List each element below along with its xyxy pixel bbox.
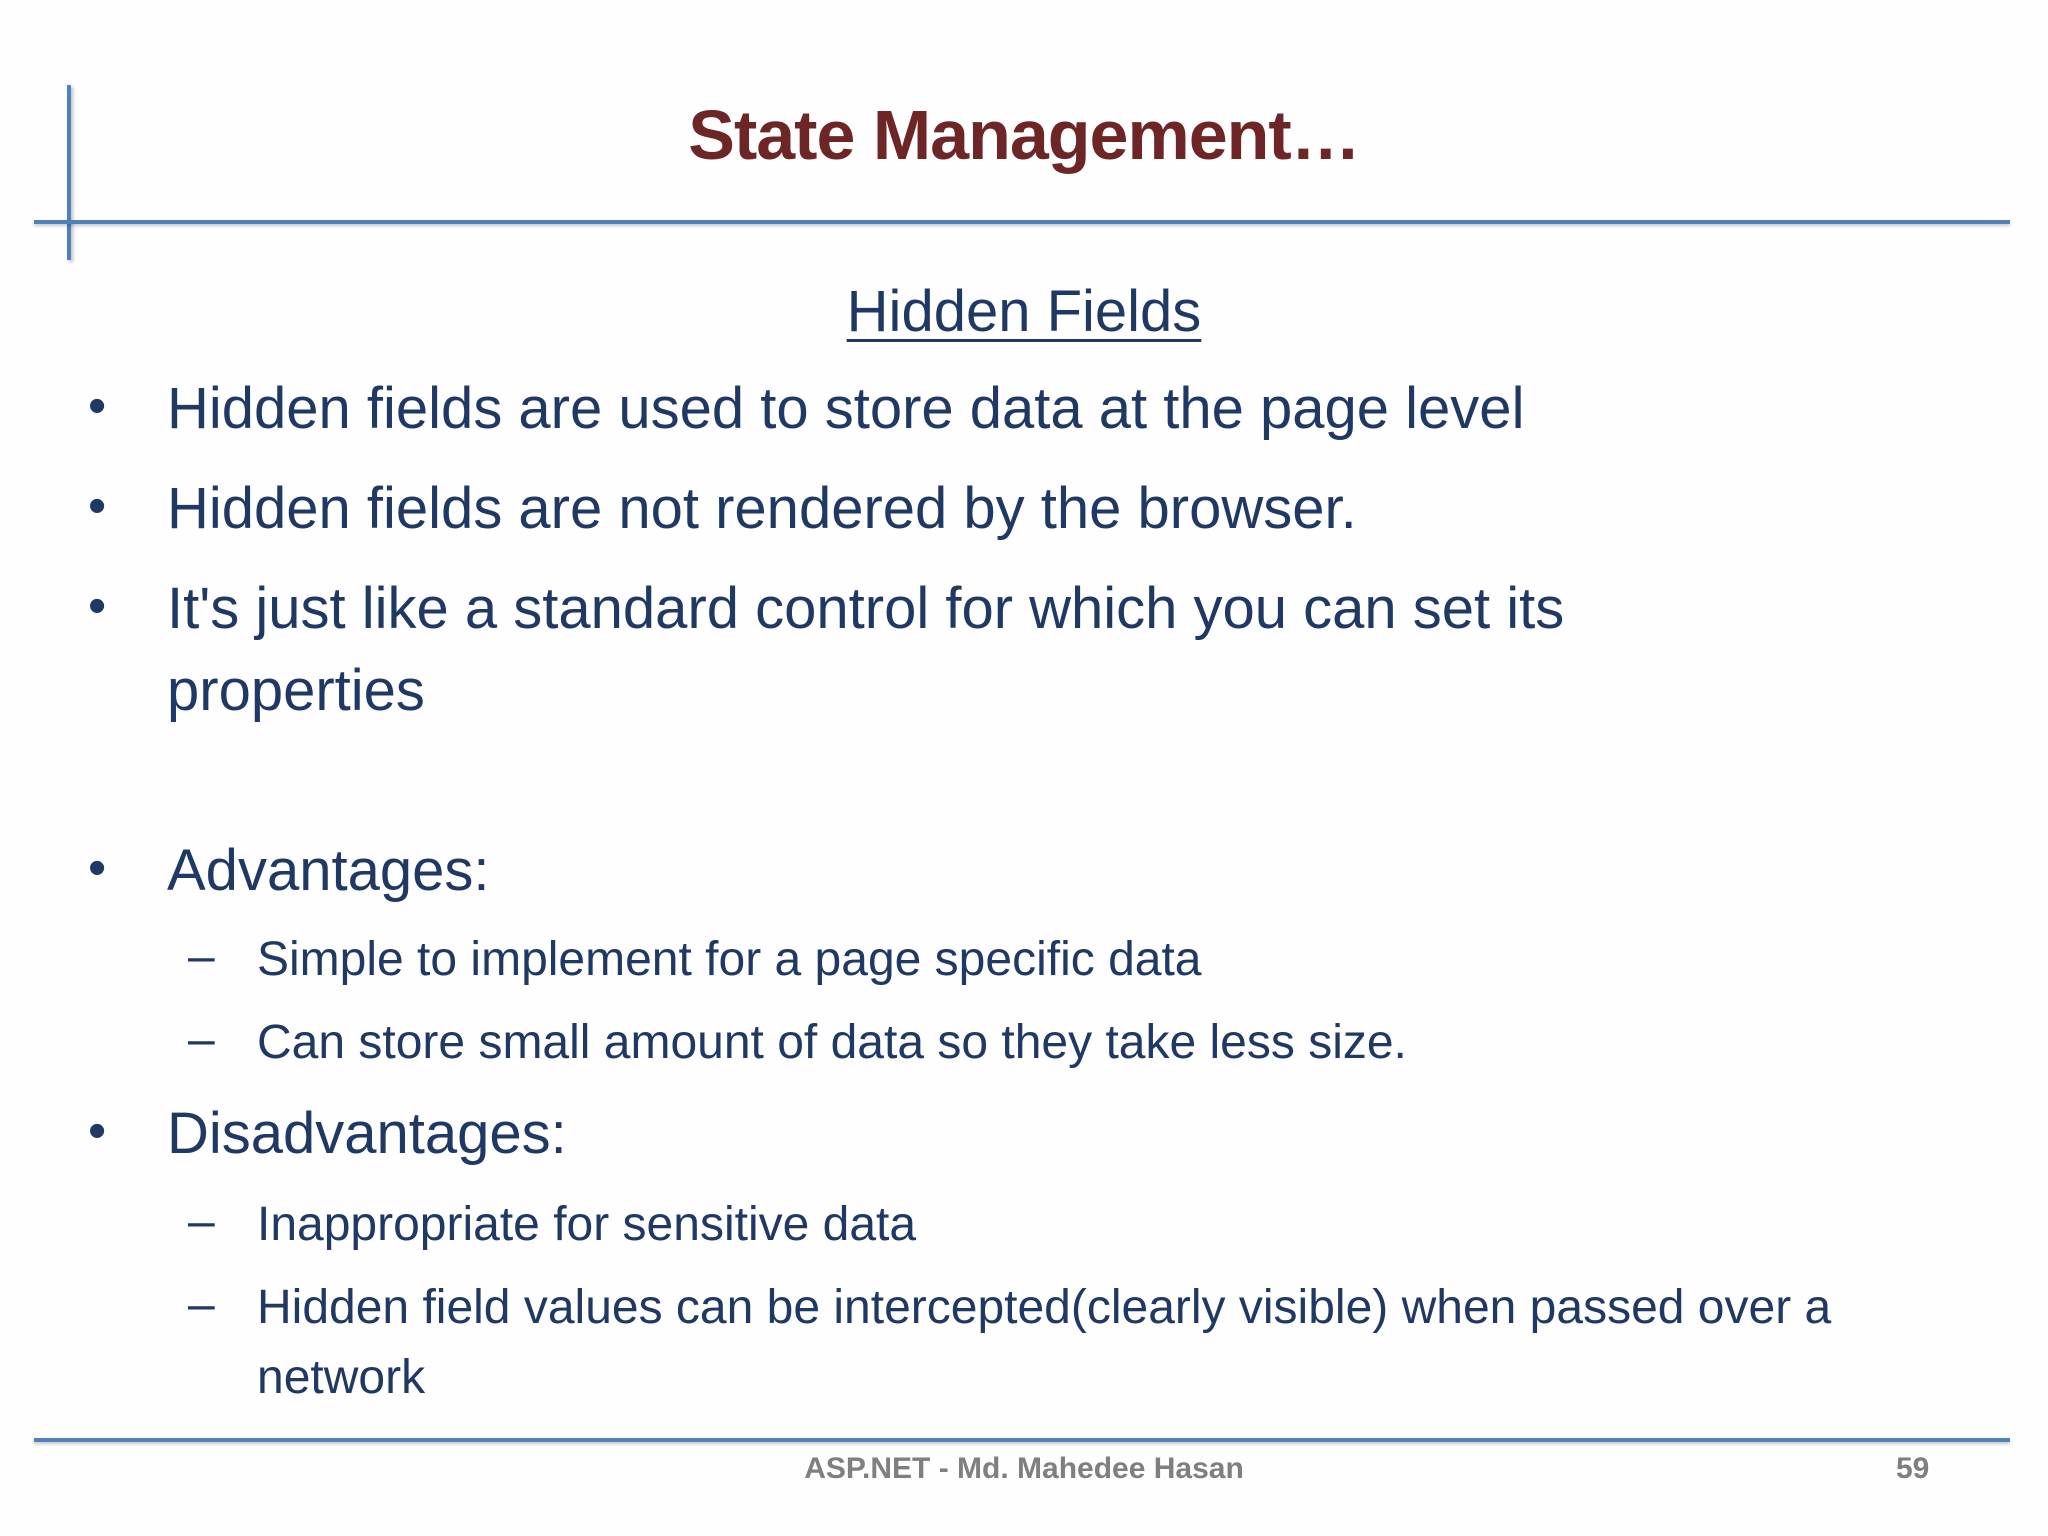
bullet-marker: • [88, 377, 107, 435]
bullet-text: Hidden fields are not rendered by the browser. [167, 476, 1357, 541]
dash-marker: – [188, 930, 215, 983]
bullet-marker: • [88, 577, 107, 635]
footer-text: ASP.NET - Md. Mahedee Hasan [804, 1452, 1244, 1485]
bullet-text: It's just like a standard control for which you can set its properties [167, 576, 1565, 723]
disadvantages-label: Disadvantages: [167, 1101, 567, 1166]
advantage-text: Simple to implement for a page specific data [257, 933, 1202, 986]
dash-marker: – [188, 1278, 215, 1331]
page-number: 59 [1896, 1452, 1930, 1485]
slide-title: State Management… [688, 96, 1360, 174]
disadvantage-text: Hidden field values can be intercepted(clearly visible) when passed over a network [257, 1281, 1832, 1404]
slide-subtitle: Hidden Fields [846, 279, 1202, 344]
bullet-text: Hidden fields are used to store data at the page level [167, 376, 1525, 441]
disadvantage-text: Inappropriate for sensitive data [257, 1198, 917, 1251]
advantages-label: Advantages: [167, 838, 490, 903]
bullet-marker: • [88, 477, 107, 535]
bullet-marker: • [88, 839, 107, 897]
dash-marker: – [188, 1195, 215, 1248]
advantage-text: Can store small amount of data so they take less size. [257, 1016, 1407, 1069]
bullet-marker: • [88, 1102, 107, 1160]
title-rule [34, 220, 2010, 224]
dash-marker: – [188, 1013, 215, 1066]
footer-rule [34, 1438, 2010, 1442]
